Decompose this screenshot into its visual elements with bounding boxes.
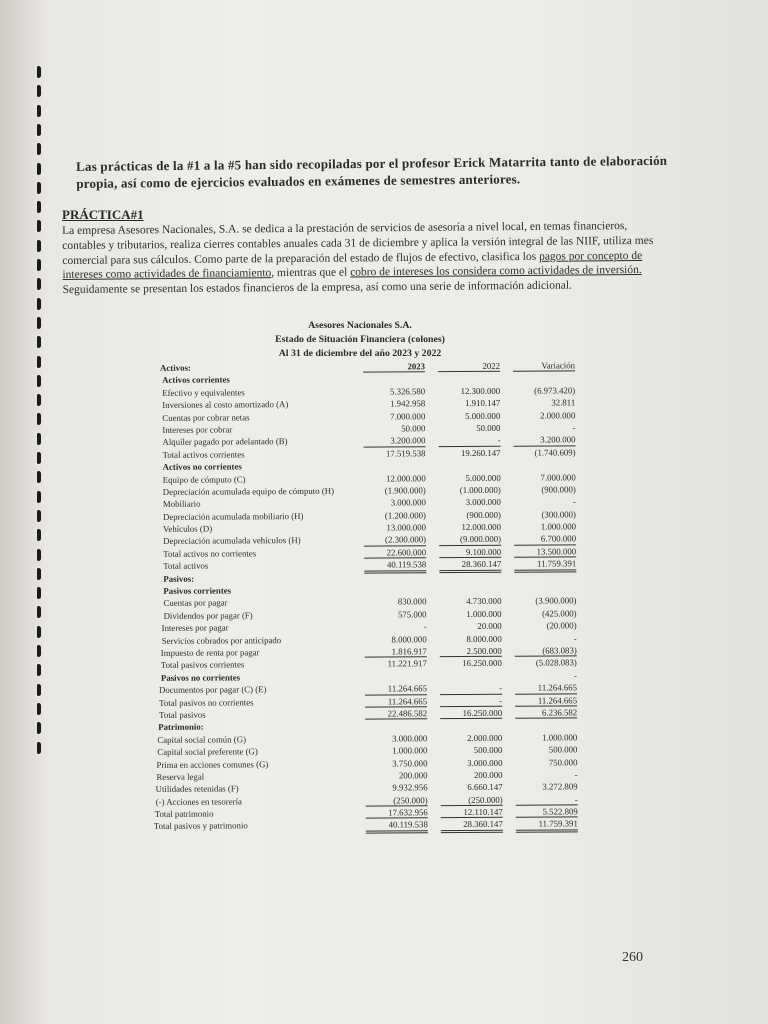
value-variacion: (683.083) [507,644,577,657]
statement-title: Estado de Situación Financiera (colones) [275,334,445,345]
value-2022: (900.000) [466,509,501,520]
binder-hole [37,143,41,155]
binder-hole [37,549,41,561]
column-header-variacion: Variación [505,359,575,372]
value-2023: 17.632.956 [358,806,428,819]
row-label: Cuentas por pagar [163,597,228,609]
value-variacion: 2.000.000 [540,409,576,421]
binder-hole [37,394,41,406]
paragraph-underlined-text: pagos por concepto de intereses como actividades de financiamiento [62,249,643,282]
value-2023: (1.200.000) [384,509,426,521]
row-label: Reserva legal [156,771,205,782]
row-label: Pasivos: [163,573,195,584]
binder-hole [37,240,41,252]
binder-hole [37,356,41,368]
binder-hole [37,66,41,78]
value-2023: 8.000.000 [391,633,427,645]
binder-hole [37,201,41,213]
binder-hole [37,85,41,97]
value-2022: 16.250.000 [462,658,502,669]
value-2023: (2.300.000) [356,534,426,547]
value-2022: 5.000.000 [465,410,501,421]
value-2023: 200.000 [398,770,428,781]
value-2022: 12.000.000 [461,521,502,533]
value-variacion: 13.500.000 [506,545,576,558]
value-2022: 3.000.000 [467,757,503,768]
value-2022: 12.300.000 [460,385,501,396]
value-variacion: (6.973.420) [534,385,576,396]
value-2022: - [432,694,502,707]
value-2023: 17.519.538 [385,447,426,459]
value-variacion: 1.000.000 [540,521,577,532]
binder-hole [37,163,41,175]
practica-paragraph [62,219,669,298]
binder-hole [37,259,41,271]
value-2023: 575.000 [397,609,427,620]
value-2023: 22.486.582 [357,707,427,720]
value-2023: 50.000 [401,423,426,434]
value-variacion: (300.000) [541,509,576,520]
row-label: Utilidades retenidas (F) [155,783,239,795]
row-label: Capital social preferente (G) [157,746,258,758]
value-2023: 3.000.000 [390,497,426,508]
row-label: Dividendos por pagar (F) [163,610,253,621]
company-name: Asesores Nacionales S.A. [308,320,412,331]
binder-hole [37,317,41,329]
value-2023: - [423,621,427,632]
binder-hole [37,336,41,348]
row-label: Depreciación acumulada equipo de cómputo (H) [162,485,335,497]
row-label: Activos no corrientes [162,461,242,472]
value-2022: 28.360.147 [431,558,501,571]
value-variacion: - [572,422,576,433]
row-label: Intereses por cobrar [162,424,233,435]
row-label: Activos corrientes [162,374,230,386]
paragraph-underlined-text: cobro de intereses los considera como actividades de inversión. [350,264,642,279]
value-2022: 5.000.000 [465,472,501,483]
value-2022: 9.100.000 [431,546,501,559]
value-2022: 2.000.000 [467,732,503,743]
binder-hole [37,703,41,715]
value-variacion: (900.000) [541,484,576,495]
value-2023: 40.119.538 [358,819,428,832]
binder-hole [37,375,41,387]
row-label: Depreciación acumulada mobiliario (H) [162,510,304,522]
value-variacion: 5.522.809 [508,805,578,818]
row-label: Documentos por pagar (C) (E) [158,684,267,696]
value-2022: 6.660.147 [467,782,503,793]
value-2022: - [432,682,502,695]
value-2022: 28.360.147 [433,818,503,831]
value-variacion: 500.000 [548,744,578,755]
row-label: Total activos [163,560,209,572]
statement-header [220,319,500,361]
binder-hole [37,471,41,483]
value-variacion: 11.759.391 [508,818,578,831]
value-2023: 11.221.917 [387,658,427,669]
value-variacion: - [573,670,577,681]
value-variacion: 32.811 [551,397,576,408]
row-label: Alquiler pagado por adelantado (B) [162,436,288,448]
binder-hole [37,413,41,425]
value-variacion: (425.000) [542,608,577,619]
value-2022: 1.000.000 [466,608,502,619]
value-2022: 4.730.000 [466,596,502,607]
binder-hole [37,124,41,136]
row-label: Patrimonio: [158,721,204,733]
value-variacion: (20.000) [546,620,577,631]
intro-text: Las prácticas de la #1 a la #5 han sido recopiladas por el profesor Erick Matarrita tanto de elaboración propia, así como de ejercicios evaluados en exámenes de semestres anteriores. [76,152,668,191]
value-variacion: 11.264.665 [507,694,577,707]
value-variacion: - [572,496,576,507]
value-variacion: - [573,632,577,643]
value-2023: 9.932.956 [392,782,428,793]
balance-sheet-table [140,359,578,832]
binder-hole [37,510,41,522]
row-label: Servicios cobrados por anticipado [161,634,282,646]
paragraph-text: , mientras que el [271,266,351,280]
value-2022: (9.000.000) [431,533,501,546]
value-variacion: 750.000 [548,756,578,768]
value-2023: 3.200.000 [355,435,425,448]
binder-hole [37,722,41,734]
row-label: Efectivo y equivalentes [162,387,245,398]
row-label: Impuesto de renta por pagar [160,647,260,658]
value-2023: 1.942.958 [390,398,426,409]
value-2022: - [430,434,500,447]
row-label: (-) Acciones en tesorería [155,796,242,807]
practica-title: PRÁCTICA#1 [62,207,144,222]
row-label: Equipo de cómputo (C) [162,473,246,485]
value-variacion: 6.700.000 [506,533,576,546]
value-variacion: 7.000.000 [540,471,576,483]
value-2023: 5.326.580 [389,386,426,397]
binder-hole [37,529,41,541]
row-label: Total pasivos [159,709,206,720]
value-2023: (250.000) [358,794,428,807]
value-2023: 22.600.000 [356,546,426,559]
row-label: Mobiliario [162,498,201,510]
binder-hole [37,587,41,599]
value-variacion: 11.759.391 [506,558,576,571]
value-variacion: (3.900.000) [535,595,577,607]
table-row [143,818,578,833]
value-2023: (1.900.000) [384,485,426,496]
binder-hole [37,491,41,503]
value-variacion: 1.000.000 [542,732,578,743]
value-2023: 11.264.665 [357,682,427,695]
binder-hole [37,298,41,310]
value-2022: 12.110.147 [433,806,503,819]
row-label: Total patrimonio [154,808,214,819]
binder-hole [37,626,41,638]
value-2023: 3.750.000 [392,757,428,768]
value-2022: 50.000 [476,422,501,433]
binder-hole [37,452,41,464]
value-variacion: - [574,769,578,780]
statement-date: Al 31 de diciembre del año 2023 y 2022 [278,348,442,359]
binder-hole [37,433,41,445]
paragraph-text: Seguidamente se presentan los estados financieros de la empresa, así como una serie de información adicional. [62,279,572,297]
binder-hole [37,105,41,117]
binder-hole [37,664,41,676]
row-label: Total activos corrientes [162,449,245,460]
row-label: Total pasivos no corrientes [159,696,254,708]
value-2022: 16.250.000 [432,707,502,720]
value-2023: 12.000.000 [386,472,426,484]
value-2023: 830.000 [397,596,427,607]
value-2023: 3.000.000 [392,732,428,744]
value-2022: (1.000.000) [459,484,501,495]
value-variacion: 6.236.582 [507,706,577,719]
value-variacion: - [508,793,578,806]
value-variacion: (1.740.609) [534,447,576,458]
binder-hole [37,278,41,290]
value-2022: 19.260.147 [460,447,501,458]
row-label: Total activos no corrientes [163,548,257,559]
value-2022: (250.000) [433,793,503,806]
value-2023: 13.000.000 [386,522,427,533]
row-label: Prima en acciones comunes (G) [156,758,269,770]
binder-hole [37,684,41,696]
value-variacion: 3.272.809 [542,781,578,792]
value-2023: 1.000.000 [392,745,428,756]
value-2023: 11.264.665 [357,695,427,708]
value-variacion: 11.264.665 [507,681,577,694]
value-2022: 20.000 [477,620,502,632]
binder-hole [37,645,41,657]
row-label: Vehículos (D) [162,523,213,534]
value-2023: 1.816.917 [357,645,427,658]
value-2023: 7.000.000 [390,410,426,422]
binder-hole [37,742,41,754]
value-2023: 40.119.538 [356,559,426,572]
binder-hole [37,606,41,618]
value-variacion: 3.200.000 [505,434,575,447]
value-2022: 500.000 [473,744,503,756]
binder-hole [37,182,41,194]
column-header-label: Activos: [160,362,191,373]
binder-hole [37,568,41,580]
row-label: Total pasivos y patrimonio [153,820,248,832]
value-2022: 3.000.000 [465,497,501,508]
row-label: Inversiones al costo amortizado (A) [162,399,289,411]
value-variacion: (5.028.083) [535,657,577,668]
column-header-2022: 2022 [430,360,500,373]
value-2022: 8.000.000 [466,633,502,644]
row-label: Capital social común (G) [157,734,247,745]
row-label: Pasivos corrientes [163,585,232,596]
binder-hole [37,220,41,232]
value-2022: 2.500.000 [432,645,502,658]
value-2022: 200.000 [473,769,503,780]
row-label: Pasivos no corrientes [160,672,241,683]
row-label: Cuentas por cobrar netas [162,411,250,423]
page-number: 260 [622,950,643,965]
row-label: Intereses por pagar [161,622,229,634]
paragraph-text: La empresa Asesores Nacionales, S.A. se dedica a la prestación de servicios de asesoría a nivel local, en temas financieros, contables y tributarios, realiza cierres contables anuales cada 31 de diciembre y aplica la versión integral de las NIIF, utiliza mes comercial para sus cálculos. Como parte de la preparación del estado de flujos de efectivo, clasifica los [62,220,654,267]
row-label: Depreciación acumulada vehículos (H) [163,535,301,547]
row-label: Total pasivos corrientes [160,659,245,671]
column-header-2023: 2023 [355,360,425,373]
value-2022: 1.910.147 [465,397,501,409]
